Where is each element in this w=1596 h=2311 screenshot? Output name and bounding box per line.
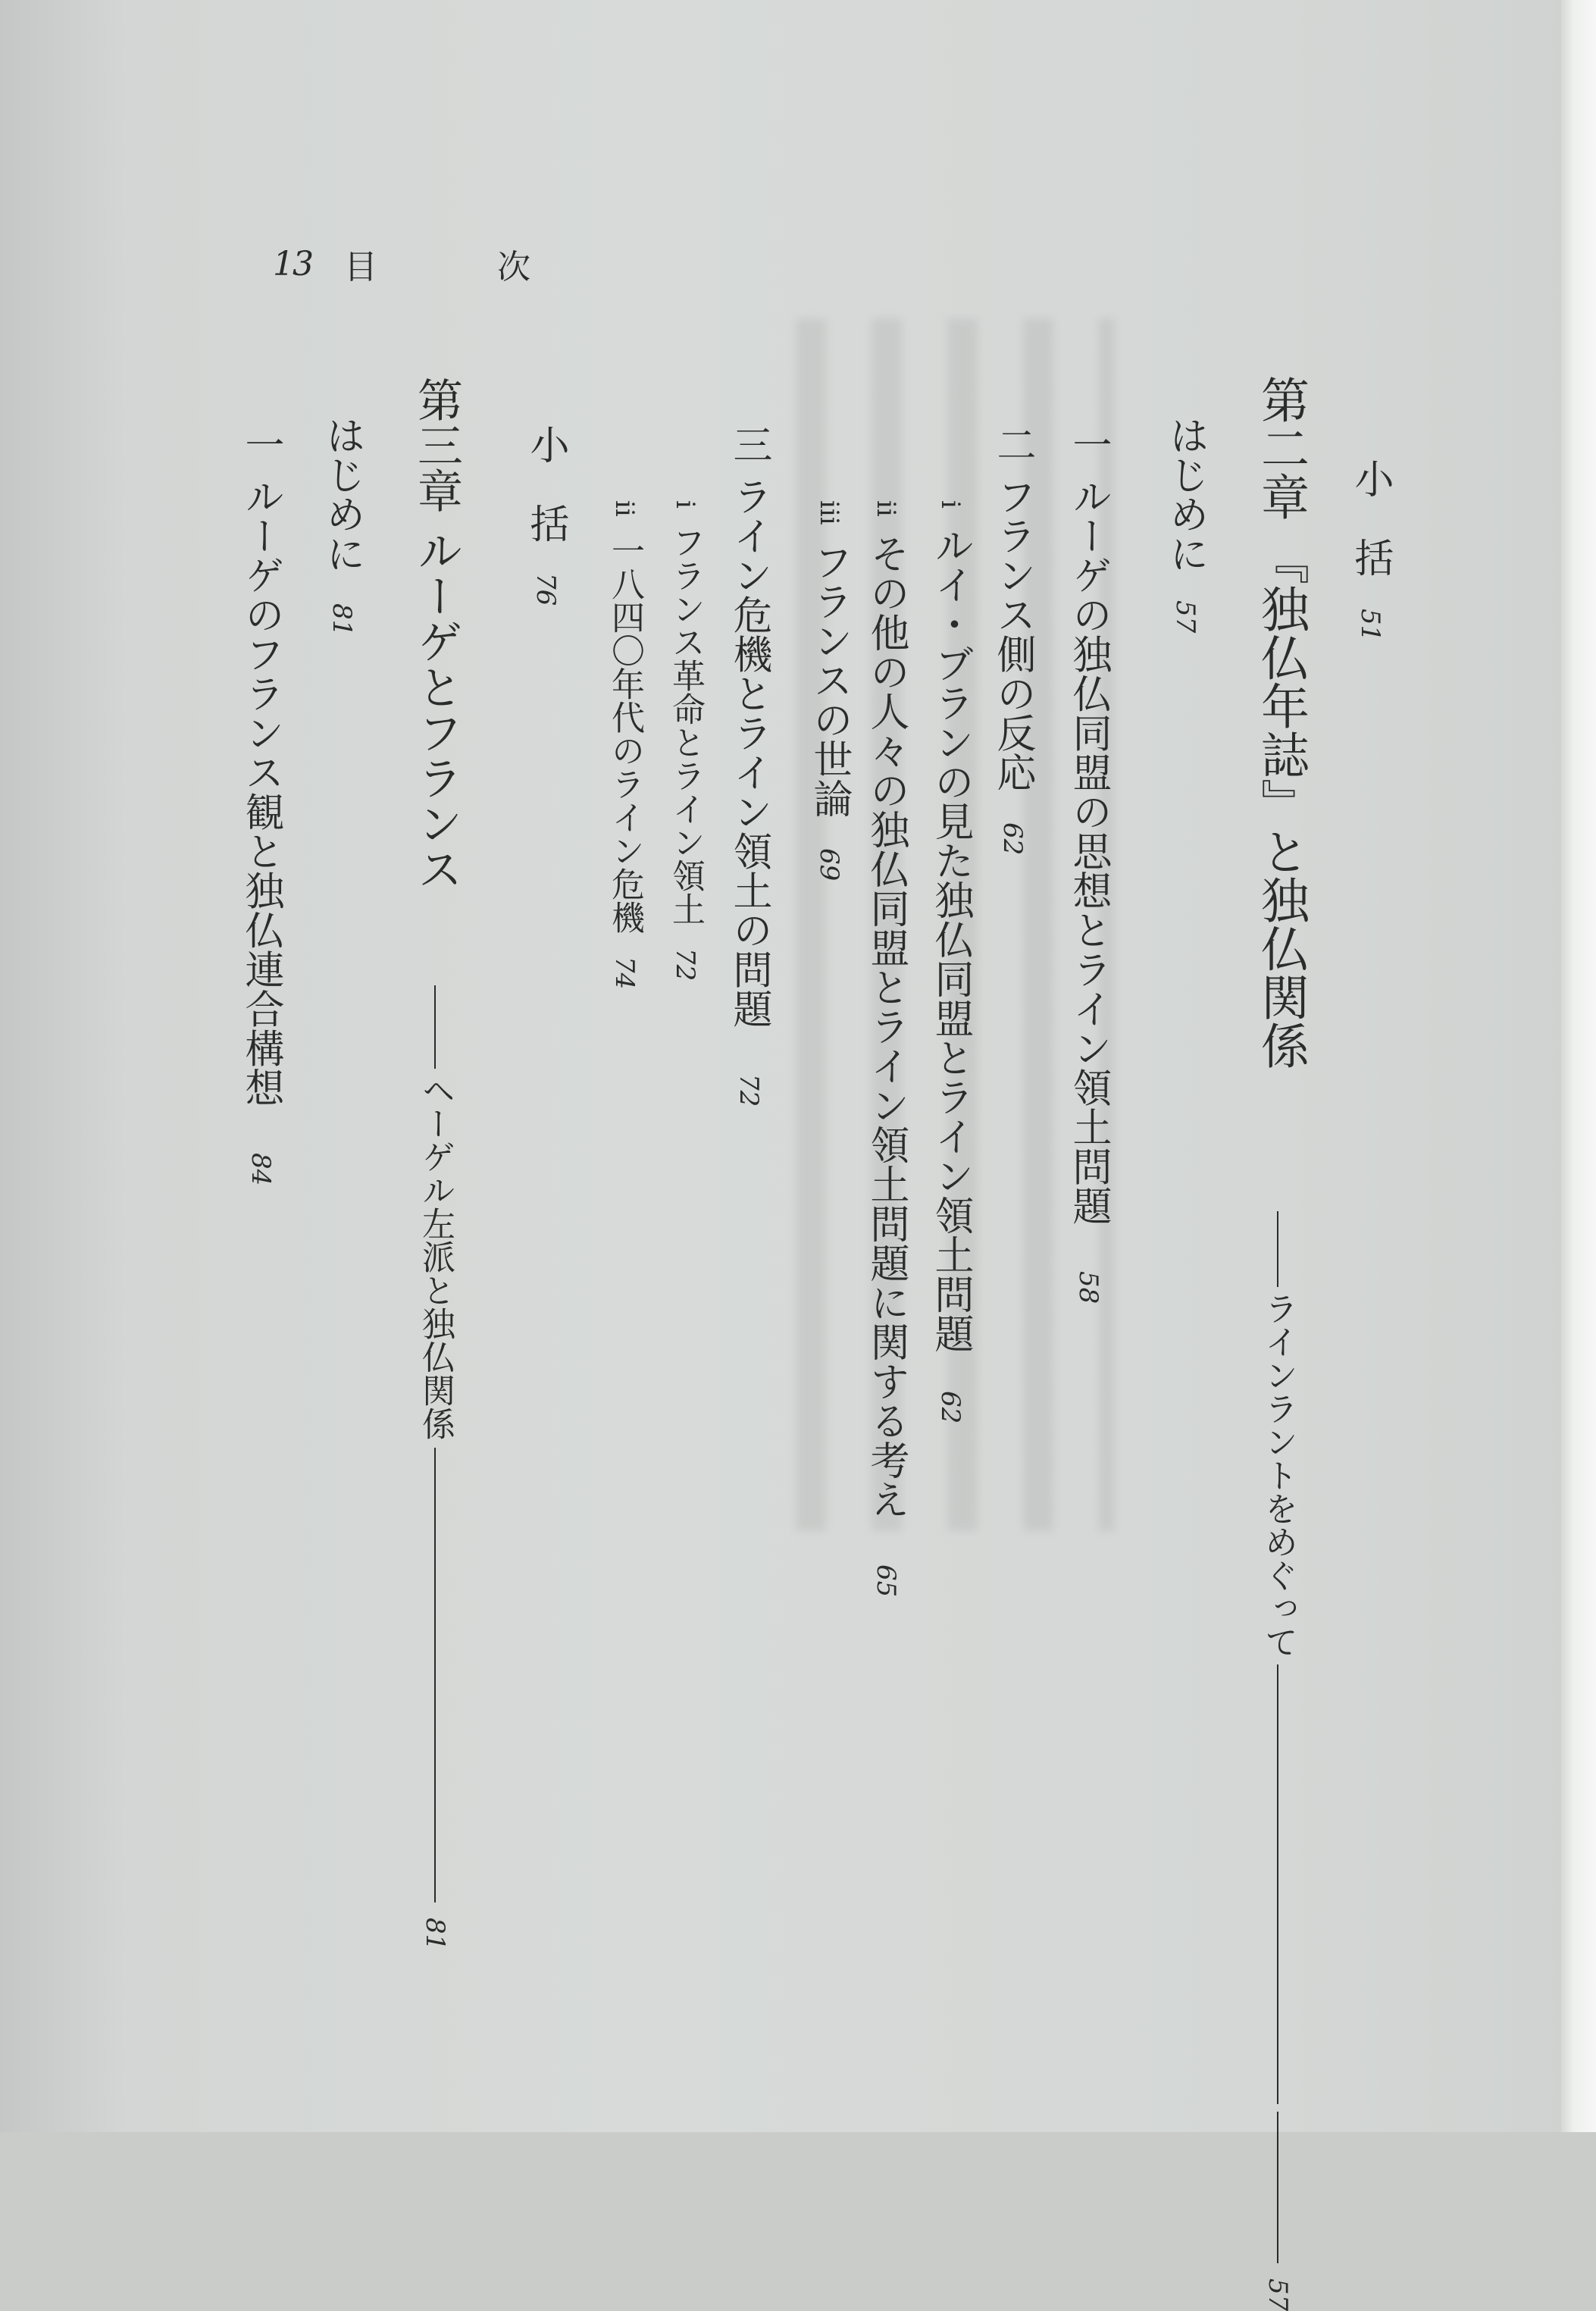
chapter-subtitle-text: ヘーゲル左派と独仏関係 <box>416 1073 455 1440</box>
toc-entry-text: 一八四〇年代のライン危機 <box>606 533 644 934</box>
toc-entry-text: フランス革命とライン領土 <box>666 525 705 925</box>
em-dash <box>1277 1211 1278 1287</box>
toc-entry-text: 二 フランス側の反応 <box>990 424 1035 792</box>
toc-entry-text: はじめに <box>319 415 365 573</box>
toc-entry <box>990 424 1035 855</box>
toc-subentry-number: ii <box>871 500 901 517</box>
toc-entry <box>1163 415 1208 634</box>
chapter-title <box>1253 375 1309 1070</box>
toc-page-number: 84 <box>246 1152 276 1185</box>
toc-entry-text: その他の人々の独仏同盟とライン領土問題に関する考え <box>863 533 909 1519</box>
page-edge <box>1561 0 1596 2132</box>
toc-page-number: 81 <box>420 1918 450 1951</box>
toc-page-number: 81 <box>327 603 357 637</box>
page-number: 13 <box>273 244 312 283</box>
toc-entry-text: 小 括 <box>1347 459 1393 577</box>
chapter-subtitle <box>416 985 455 1951</box>
toc-entry <box>238 424 283 1185</box>
chapter-subtitle-text: ラインラントをめぐって <box>1259 1292 1297 1658</box>
toc-entry-text: 小 括 <box>523 424 568 543</box>
running-head <box>273 241 585 287</box>
toc-subentry-number: iii <box>814 500 844 525</box>
chapter-title-text: 第二章 『独仏年誌』と独仏関係 <box>1253 375 1309 1070</box>
toc-subentry <box>928 500 973 1424</box>
toc-page-number: 76 <box>530 573 561 606</box>
em-dash <box>1277 1664 1278 2104</box>
chapter-subtitle <box>1259 1211 1297 2311</box>
toc-entry <box>1066 424 1111 1304</box>
toc-entry <box>319 415 365 637</box>
toc-entry-text: フランスの世論 <box>806 541 852 818</box>
chapter-title-text: 第三章 ルーゲとフランス <box>410 377 463 892</box>
toc-page-number: 57 <box>1170 600 1200 634</box>
toc-page-number: 62 <box>935 1390 965 1424</box>
toc-page-number: 58 <box>1073 1270 1103 1304</box>
toc-page-number: 72 <box>670 947 700 982</box>
em-dash <box>434 1448 436 1902</box>
toc-entry-text: 一 ルーゲの独仏同盟の思想とライン領土問題 <box>1066 424 1111 1226</box>
toc-entry <box>726 424 771 1107</box>
toc-entry <box>523 424 568 606</box>
toc-page-number: 72 <box>734 1073 764 1107</box>
toc-page-number: 74 <box>609 956 640 990</box>
toc-subentry-number: i <box>670 500 700 509</box>
toc-subentry-number: ii <box>609 500 640 517</box>
toc-entry <box>1347 459 1393 642</box>
toc-entry-text: ルイ・ブランの見た独仏同盟とライン領土問題 <box>928 525 973 1353</box>
running-head-title: 目 次 <box>344 248 585 287</box>
toc-page-number: 69 <box>814 847 844 881</box>
toc-page-number: 62 <box>997 822 1028 855</box>
toc-subentry <box>606 500 644 990</box>
chapter-title <box>410 377 463 892</box>
leader-line <box>1277 2112 1278 2263</box>
toc-page-number: 65 <box>871 1564 901 1598</box>
em-dash <box>434 985 436 1069</box>
toc-entry-text: 一 ルーゲのフランス観と独仏連合構想 <box>238 424 283 1107</box>
toc-entry-text: はじめに <box>1163 415 1208 573</box>
toc-subentry-number: i <box>935 500 965 509</box>
toc-subentry <box>666 500 705 982</box>
toc-page-number: 57 <box>1263 2278 1293 2311</box>
toc-subentry <box>806 500 852 881</box>
toc-entry-text: 三 ライン危機とライン領土の問題 <box>726 424 771 1029</box>
toc-subentry <box>863 500 909 1598</box>
toc-page-number: 51 <box>1355 609 1385 642</box>
